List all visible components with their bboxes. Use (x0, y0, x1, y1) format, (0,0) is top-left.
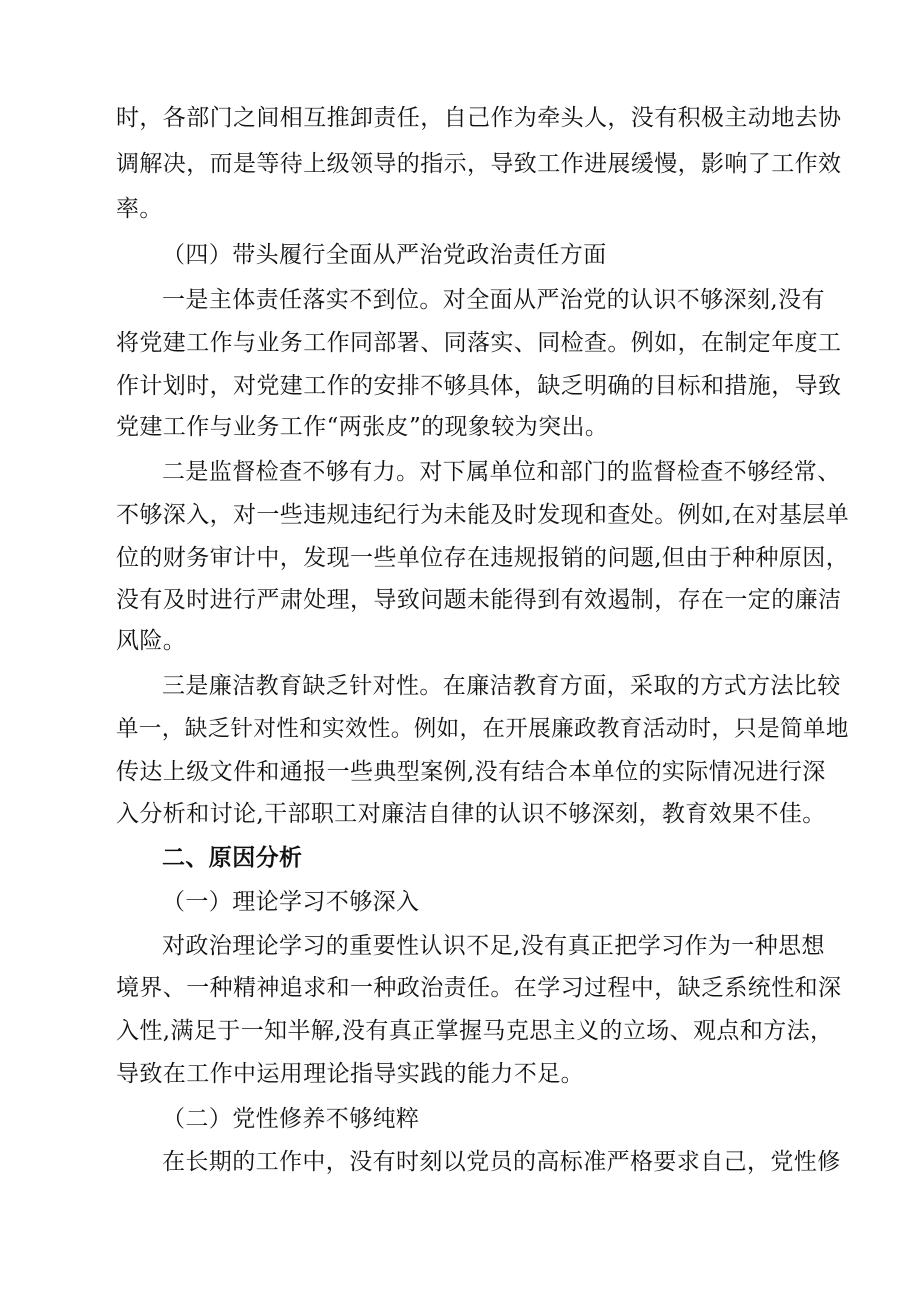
body-line: 调解决，而是等待上级领导的指示，导致工作进展缓慢，影响了工作效 (116, 151, 842, 177)
body-line: 二是监督检查不够有力。对下属单位和部门的监督检查不够经常、 (162, 459, 841, 485)
body-line: 位的财务审计中，发现一些单位存在违规报销的问题,但由于种种原因， (116, 545, 850, 571)
body-line: 时，各部门之间相互推卸责任，自己作为牵头人，没有积极主动地去协 (116, 105, 842, 131)
body-line: 作计划时，对党建工作的安排不够具体，缺乏明确的目标和措施，导致 (116, 373, 842, 399)
body-line: 没有及时进行严肃处理，导致问题未能得到有效遏制，存在一定的廉洁 (116, 587, 842, 613)
body-line: 单一，缺乏针对性和实效性。例如，在开展廉政教育活动时，只是简单地 (116, 716, 849, 742)
body-line: 传达上级文件和通报一些典型案例,没有结合本单位的实际情况进行深 (116, 759, 826, 785)
body-line: 对政治理论学习的重要性认识不足,没有真正把学习作为一种思想 (162, 933, 825, 959)
chapter-heading: 二、原因分析 (162, 844, 303, 871)
body-line: 率。 (116, 196, 163, 222)
body-line: 党建工作与业务工作“两张皮”的现象较为突出。 (116, 414, 609, 440)
body-line: 风险。 (116, 628, 187, 654)
section-heading: （四）带头履行全面从严治党政治责任方面 (162, 242, 607, 268)
body-line: 导致在工作中运用理论指导实践的能力不足。 (116, 1061, 584, 1087)
body-line: 一是主体责任落实不到位。对全面从严治党的认识不够深刻,没有 (162, 287, 825, 313)
section-heading: （一）理论学习不够深入 (162, 889, 420, 915)
body-line: 境界、一种精神追求和一种政治责任。在学习过程中，缺乏系统性和深 (116, 975, 842, 1001)
section-heading: （二）党性修养不够纯粹 (162, 1106, 420, 1132)
body-line: 入性,满足于一知半解,没有真正掌握马克思主义的立场、观点和方法， (116, 1018, 834, 1044)
body-line: 三是廉洁教育缺乏针对性。在廉洁教育方面，采取的方式方法比较 (162, 673, 841, 699)
body-line: 在长期的工作中，没有时刻以党员的高标准严格要求自己，党性修 (162, 1149, 841, 1175)
body-line: 将党建工作与业务工作同部署、同落实、同检查。例如，在制定年度工 (116, 330, 842, 356)
body-line: 不够深入，对一些违规违纪行为未能及时发现和查处。例如,在对基层单 (116, 502, 850, 528)
body-line: 入分析和讨论,干部职工对廉洁自律的认识不够深刻，教育效果不佳。 (116, 801, 826, 827)
